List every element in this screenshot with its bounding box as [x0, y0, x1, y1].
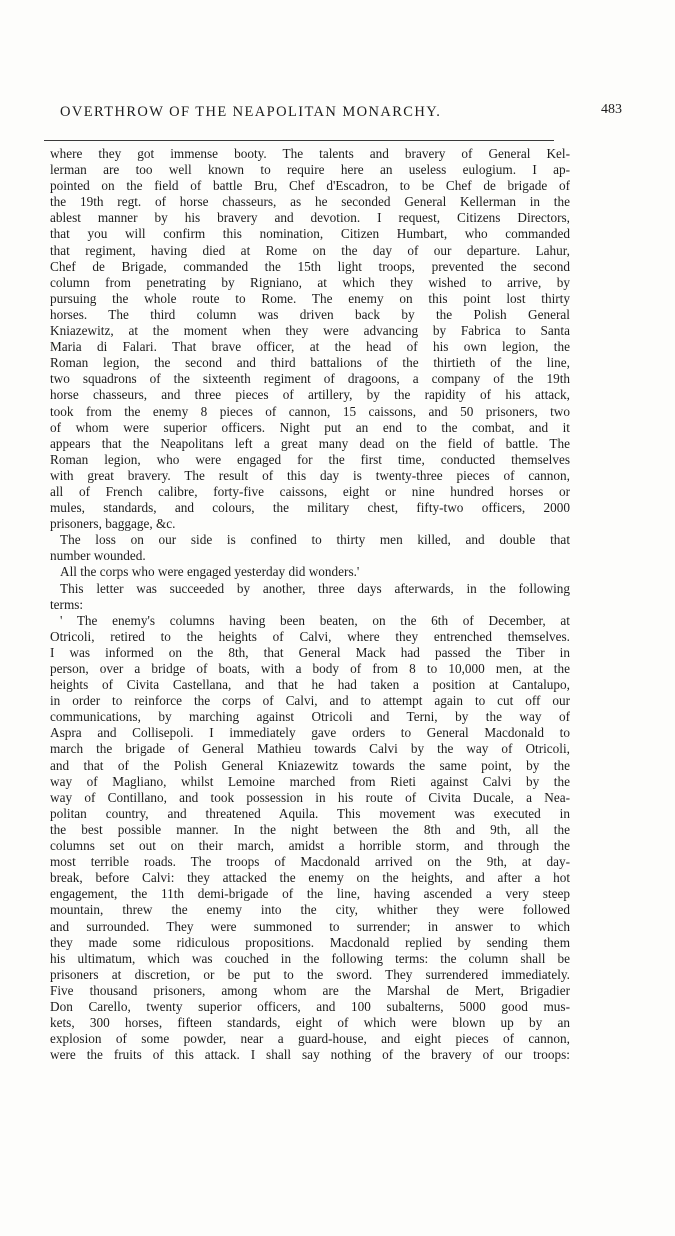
- text-line: in order to reinforce the corps of Calvi, and to attempt again to cut off our: [50, 693, 570, 709]
- text-line: horses. The third column was driven back by the Polish General: [50, 306, 570, 322]
- text-line: his ultimatum, which was couched in the following terms: the column shall be: [50, 950, 570, 966]
- text-line: lerman are too well known to require here an useless eulogium. I ap-: [50, 162, 570, 178]
- text-line: mountain, threw the enemy into the city, whither they were followed: [50, 902, 570, 918]
- text-line: Maria di Falari. That brave officer, at the head of his own legion, the: [50, 339, 570, 355]
- text-line: Roman legion, who were engaged for the first time, conducted themselves: [50, 451, 570, 467]
- text-line: horse chasseurs, and three pieces of artillery, by the rapidity of his attack,: [50, 387, 570, 403]
- text-line: communications, by marching against Otricoli and Terni, by the way of: [50, 709, 570, 725]
- body-text: [50, 146, 570, 1063]
- text-line: the best possible manner. In the night between the 8th and 9th, all the: [50, 821, 570, 837]
- text-line: I was informed on the 8th, that General Mack had passed the Tiber in: [50, 644, 570, 660]
- text-line: This letter was succeeded by another, three days afterwards, in the following: [60, 580, 570, 596]
- text-line: the 19th regt. of horse chasseurs, as he seconded General Kellerman in the: [50, 194, 570, 210]
- text-line: terms:: [50, 596, 84, 612]
- text-line: Don Carello, twenty superior officers, and 100 subalterns, 5000 good mus-: [50, 998, 570, 1014]
- text-line: ablest manner by his bravery and devotion. I request, Citizens Directors,: [50, 210, 570, 226]
- text-line: explosion of some powder, near a guard-house, and eight pieces of cannon,: [50, 1031, 570, 1047]
- text-line: prisoners at discretion, or be put to the sword. They surrendered immediately.: [50, 966, 570, 982]
- text-line: pointed on the field of battle Bru, Chef d'Escadron, to be Chef de brigade of: [50, 178, 570, 194]
- text-line: way of Contillano, and took possession in his route of Civita Ducale, a Nea-: [50, 789, 570, 805]
- text-line: took from the enemy 8 pieces of cannon, 15 caissons, and 50 prisoners, two: [50, 403, 570, 419]
- text-line: of whom were superior officers. Night put an end to the combat, and it: [50, 419, 570, 435]
- text-line: break, before Calvi: they attacked the enemy on the heights, and after a hot: [50, 870, 570, 886]
- running-title: OVERTHROW OF THE NEAPOLITAN MONARCHY.: [60, 104, 442, 120]
- text-line: that regiment, having died at Rome on the day of our departure. Lahur,: [50, 242, 570, 258]
- text-line: engagement, the 11th demi-brigade of the line, having ascended a very steep: [50, 886, 570, 902]
- header-rule: [44, 140, 554, 141]
- text-line: with great bravery. The result of this day is twenty-three pieces of cannon,: [50, 467, 570, 483]
- text-line: kets, 300 horses, fifteen standards, eight of which were blown up by an: [50, 1015, 570, 1031]
- text-line: person, over a bridge of boats, with a body of from 8 to 10,000 men, at the: [50, 661, 570, 676]
- text-line: Chef de Brigade, commanded the 15th light troops, prevented the second: [50, 258, 570, 274]
- text-line: Otricoli, retired to the heights of Calvi, where they entrenched themselves.: [50, 628, 570, 644]
- text-line: appears that the Neapolitans left a great many dead on the field of battle. The: [50, 435, 570, 451]
- text-line: ' The enemy's columns having been beaten, on the 6th of December, at: [60, 612, 570, 628]
- text-line: were the fruits of this attack. I shall say nothing of the bravery of our troops:: [50, 1047, 570, 1063]
- text-line: prisoners, baggage, &c.: [50, 516, 176, 532]
- text-line: that you will confirm this nomination, Citizen Humbart, who commanded: [50, 226, 570, 242]
- text-line: march the brigade of General Mathieu towards Calvi by the way of Otricoli,: [50, 741, 570, 757]
- text-line: heights of Civita Castellana, and that he had taken a position at Cantalupo,: [50, 677, 570, 693]
- text-line: all of French calibre, forty-five caissons, eight or nine hundred horses or: [50, 483, 570, 499]
- text-line: Five thousand prisoners, among whom are the Marshal de Mert, Brigadier: [50, 982, 570, 998]
- page-header: [52, 104, 622, 128]
- text-line: way of Magliano, whilst Lemoine marched from Rieti against Calvi by the: [50, 773, 570, 789]
- text-line: Kniazewitz, at the moment when they were advancing by Fabrica to Santa: [50, 323, 570, 339]
- text-line: two squadrons of the sixteenth regiment of dragoons, a company of the 19th: [50, 371, 570, 387]
- text-line: and surrounded. They were summoned to surrender; in answer to which: [50, 918, 570, 934]
- text-line: columns set out on their march, amidst a horrible storm, and through the: [50, 838, 570, 854]
- text-line: politan country, and threatened Aquila. This movement was executed in: [50, 805, 570, 821]
- text-line: Aspra and Collisepoli. I immediately gave orders to General Macdonald to: [50, 725, 570, 741]
- text-line: mules, standards, and colours, the military chest, fifty-two officers, 2000: [50, 500, 570, 516]
- text-line: most terrible roads. The troops of Macdonald arrived on the 9th, at day-: [50, 854, 570, 870]
- text-line: where they got immense booty. The talents and bravery of General Kel-: [50, 146, 570, 161]
- text-line: Roman legion, the second and third battalions of the thirtieth of the line,: [50, 355, 570, 371]
- page-number: 483: [601, 102, 622, 117]
- text-line: pursuing the whole route to Rome. The enemy on this point lost thirty: [50, 290, 570, 306]
- text-line: they made some ridiculous propositions. Macdonald replied by sending them: [50, 934, 570, 950]
- text-line: All the corps who were engaged yesterday did wonders.': [60, 564, 360, 580]
- text-line: The loss on our side is confined to thirty men killed, and double that: [60, 532, 570, 548]
- text-line: number wounded.: [50, 548, 146, 564]
- text-line: column from penetrating by Rigniano, at which they wished to arrive, by: [50, 274, 570, 290]
- text-line: and that of the Polish General Kniazewitz towards the same point, by the: [50, 757, 570, 773]
